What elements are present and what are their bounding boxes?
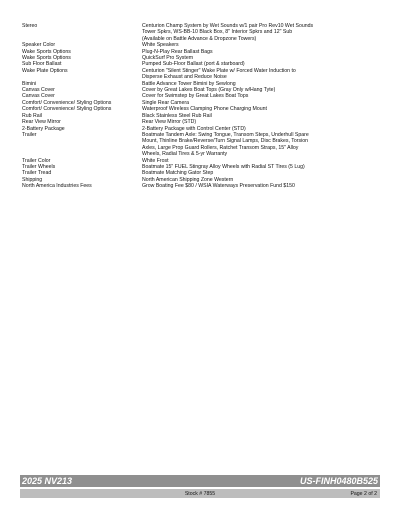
spec-row [22,132,382,158]
spec-value [142,23,382,42]
spec-label: Trailer Tread [22,170,52,177]
spec-value-line: Grow Boating Fee $80 / WSIA Waterways Preservation Fund $150 [142,183,295,190]
spec-value-line: Mount, Thinline Brake/Reverse/Turn Signal Lamps, Disc Brakes, Torsion [142,138,308,145]
spec-label: Trailer Wheels [22,163,56,170]
spec-value-line: Cover for Swimstep by Great Lakes Boat Tops [142,93,249,100]
spec-value-line: Centurion Champ System by Wet Sounds w/1 pair Pro Rev10 Wet Sounds [142,23,314,29]
spec-label: Canvas Cover [22,87,55,94]
spec-value-line: Tower Spkrs, WS-BB-10 Black Box, 8" Interior Spkrs and 12" Sub [142,29,293,36]
spec-value [142,68,382,81]
spec-label: Bimini [22,80,37,87]
spec-label: Sub Floor Ballast [22,61,62,68]
page-number: Page 2 of 2 [350,490,377,497]
spec-value-line: White Frost [142,157,169,164]
spec-value-line: Boatmate Tandem Axle: Swing Tongue, Transom Steps, Underhull Spare [142,131,309,138]
spec-label: Shipping [22,176,43,183]
spec-value [142,183,382,189]
spec-value-line: QuickSurf Pro System [142,55,194,62]
spec-value-line: North American Shipping Zone Western [142,176,234,183]
spec-row [22,68,382,81]
spec-label: Comfort/ Convenience/ Styling Options [22,99,112,106]
spec-row [22,23,382,42]
spec-label: Canvas Cover [22,93,55,100]
hin-number: US-FINH0480B525 [299,476,378,486]
spec-label: Wake Plate Options [22,67,68,74]
spec-row [22,183,382,189]
spec-value-line: Pumped Sub-Floor Ballast (port & starboard) [142,61,245,68]
spec-table [22,23,382,190]
spec-value-line: (Available on Battle Advance & Dropzone Towers) [142,35,257,42]
spec-value-line: Single Rear Camera [142,99,189,106]
spec-value-line: Cover by Great Lakes Boat Tops (Gray Only w/Hang Tyte) [142,87,276,94]
spec-value-line: Rear View Mirror (STD) [142,119,197,126]
spec-label: Wake Sports Options [22,55,71,62]
spec-value-line: Boatmate 15" FUEL Stingray Alloy Wheels with Radial ST Tires (5 Lug) [142,163,305,170]
model-name: 2025 NV213 [22,476,73,486]
spec-label: Rear View Mirror [22,119,61,126]
spec-value-line: Boatmate Matching Gator Step [142,170,214,177]
spec-value-line: Waterproof Wireless Clamping Phone Charging Mount [142,106,267,113]
footer-bar [20,475,380,487]
spec-label: Rub Rail [22,112,42,119]
spec-value [142,132,382,158]
spec-label: Stereo [22,23,38,29]
spec-value-line: 2-Battery Package with Control Center (STD) [142,125,246,132]
spec-label: 2-Battery Package [22,125,65,132]
stock-number: Stock # 7855 [184,490,216,497]
spec-value-line: White Speakers [142,42,179,49]
spec-value-line: Centurion "Silent Stinger" Wake Plate w/ Forced Water Induction to [142,67,296,74]
footer-sub-bar [20,489,380,498]
spec-label: Comfort/ Convenience/ Styling Options [22,106,112,113]
spec-value-line: Battle Advance Tower Bimini by Sewlong [142,80,236,87]
spec-value-line: Disperse Exhaust and Reduce Noise [142,74,227,81]
spec-value-line: Plug-N-Play Rear Ballast Bags [142,48,213,55]
spec-label: North America Industries Fees [22,183,92,190]
spec-label: Trailer Color [22,157,51,164]
spec-label: Wake Sports Options [22,48,71,55]
spec-value-line: Axles, Large Prop Guard Rollers, Ratchet Transom Straps, 15" Alloy [142,144,299,151]
spec-label: Speaker Color [22,42,56,49]
spec-value-line: Black Stainless Steel Rub Rail [142,112,212,119]
spec-value-line: Wheels, Radial Tires & 5-yr Warranty [142,151,228,158]
spec-label: Trailer [22,131,37,138]
